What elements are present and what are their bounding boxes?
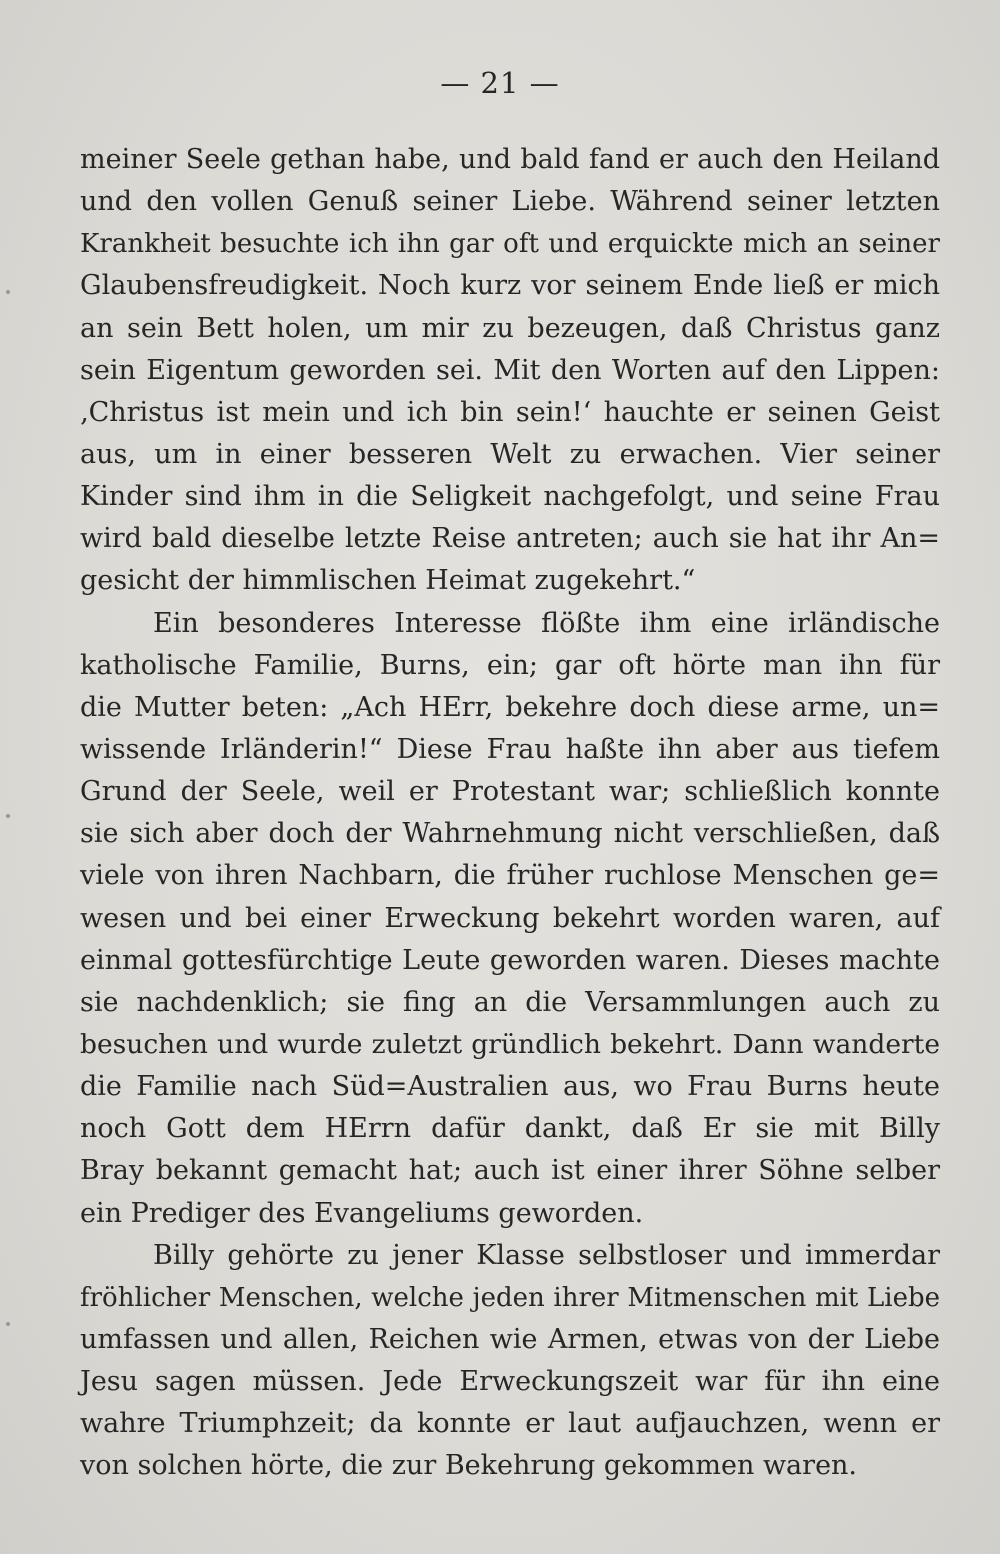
text-line: Kinder sind ihm in die Seligkeit nachgefolgt, und seine Frau (80, 481, 940, 513)
text-line: fröhlicher Menschen, welche jeden ihrer Mitmenschen mit Liebe (80, 1282, 940, 1313)
text-line: und den vollen Genuß seiner Liebe. Während seiner letzten (80, 186, 940, 218)
paper-speck (6, 1322, 10, 1326)
text-line: an sein Bett holen, um mir zu bezeugen, daß Christus ganz (80, 312, 940, 344)
page-number: — 21 — (440, 66, 560, 100)
text-line: gesicht der himmlischen Heimat zugekehrt.“ (80, 565, 696, 597)
text-line: Krankheit besuchte ich ihn gar oft und erquickte mich an seiner (80, 229, 940, 260)
text-line: Glaubensfreudigkeit. Noch kurz vor seinem Ende ließ er mich (80, 270, 940, 302)
text-line: Jesu sagen müssen. Jede Erweckungszeit war für ihn eine (80, 1366, 940, 1398)
text-line: umfassen und allen, Reichen wie Armen, etwas von der Liebe (80, 1323, 940, 1355)
text-line: katholische Familie, Burns, ein; gar oft hörte man ihn für (80, 649, 940, 681)
paper-speck (6, 290, 10, 294)
text-line: besuchen und wurde zuletzt gründlich bekehrt. Dann wanderte (80, 1028, 940, 1060)
text-line: sie nachdenklich; sie fing an die Versammlungen auch zu (80, 986, 940, 1018)
text-line: wird bald dieselbe letzte Reise antreten; auch sie hat ihr An= (80, 523, 940, 555)
body-text (80, 139, 940, 1488)
text-line: Ein besonderes Interesse flößte ihm eine irländische (153, 607, 940, 639)
text-line: aus, um in einer besseren Welt zu erwachen. Vier seiner (80, 438, 940, 470)
text-line: einmal gottesfürchtige Leute geworden waren. Dieses machte (80, 944, 940, 976)
text-line: ‚Christus ist mein und ich bin sein!‘ hauchte er seinen Geist (80, 396, 940, 428)
paper-speck (6, 814, 10, 818)
text-line: die Mutter beten: „Ach HErr, bekehre doch diese arme, un= (80, 691, 940, 723)
text-line: meiner Seele gethan habe, und bald fand er auch den Heiland (80, 144, 940, 175)
text-line: Bray bekannt gemacht hat; auch ist einer ihrer Söhne selber (80, 1155, 940, 1187)
text-line: wissende Irländerin!“ Diese Frau haßte ihn aber aus tiefem (80, 733, 940, 765)
text-line: noch Gott dem HErrn dafür dankt, daß Er sie mit Billy (80, 1113, 940, 1145)
text-line: ein Prediger des Evangeliums geworden. (80, 1197, 644, 1229)
text-line: viele von ihren Nachbarn, die früher ruchlose Menschen ge= (80, 860, 940, 892)
text-line: Billy gehörte zu jener Klasse selbstloser und immerdar (153, 1239, 940, 1271)
text-line: die Familie nach Süd=Australien aus, wo Frau Burns heute (80, 1071, 940, 1103)
text-line: Grund der Seele, weil er Protestant war; schließlich konnte (80, 776, 940, 808)
text-line: sie sich aber doch der Wahrnehmung nicht verschließen, daß (80, 818, 940, 850)
text-line: wesen und bei einer Erweckung bekehrt worden waren, auf (80, 902, 940, 934)
text-line: von solchen hörte, die zur Bekehrung gekommen waren. (80, 1450, 858, 1482)
text-line: wahre Triumphzeit; da konnte er laut aufjauchzen, wenn er (80, 1408, 940, 1440)
text-line: sein Eigentum geworden sei. Mit den Worten auf den Lippen: (80, 354, 940, 386)
